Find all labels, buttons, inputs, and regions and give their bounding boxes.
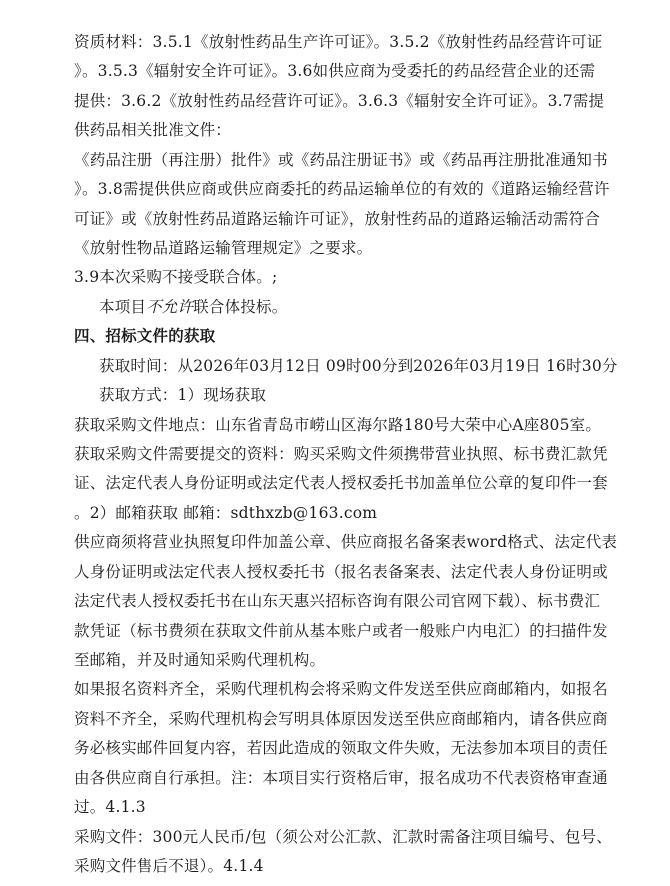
text-line: 采购文件：300元人民币/包（须公对公汇款、汇款时需备注项目编号、包号、 bbox=[74, 827, 613, 846]
text-line: 资质材料：3.5.1《放射性药品生产许可证》。3.5.2《放射性药品经营许可证 bbox=[74, 33, 603, 51]
joint-bid-line bbox=[99, 297, 287, 317]
text-line: 资料不齐全，采购代理机构会写明具体原因发送至供应商邮箱内，请各供应商 bbox=[74, 709, 608, 728]
text-line: 由各供应商自行承担。注：本项目实行资格后审，报名成功不代表资格审查通 bbox=[74, 768, 608, 787]
text-line: 提供：3.6.2《放射性药品经营许可证》。3.6.3《辐射安全许可证》。3.7需提 bbox=[74, 91, 605, 110]
text-line: 供应商须将营业执照复印件加盖公章、供应商报名备案表word格式、法定代表 bbox=[74, 533, 618, 552]
text-line: 务必核实邮件回复内容，若因此造成的领取文件失败，无法参加本项目的责任 bbox=[74, 739, 608, 758]
joint-bid-emphasis: 不允许 bbox=[146, 297, 194, 316]
joint-bid-suffix: 联合体投标。 bbox=[193, 297, 288, 316]
acquire-time: 获取时间：从2026年03月12日 09时00分到2026年03月19日 16时30分 bbox=[99, 356, 618, 375]
text-line: 证、法定代表人身份证明或法定代表人授权委托书加盖单位公章的复印件一套 bbox=[74, 474, 608, 493]
text-line: 人身份证明或法定代表人授权委托书（报名表备案表、法定代表人身份证明或 bbox=[74, 562, 608, 581]
text-line: 获取采购文件地点：山东省青岛市崂山区海尔路180号大荣中心A座805室。 bbox=[74, 415, 602, 434]
text-line: 款凭证（标书费须在获取文件前从基本账户或者一般账户内电汇）的扫描件发 bbox=[74, 621, 608, 640]
text-line: 《药品注册（再注册）批件》或《药品注册证书》或《药品再注册批准通知书 bbox=[74, 150, 608, 169]
text-line: 可证》或《放射性药品道路运输许可证》，放射性药品的道路运输活动需符合 bbox=[74, 209, 601, 228]
text-line: 。2）邮箱获取 邮箱：sdthxzb@163.com bbox=[74, 503, 378, 522]
text-line: 供药品相关批准文件： bbox=[74, 121, 232, 140]
text-line: 采购文件售后不退）。4.1.4 bbox=[74, 857, 264, 875]
section-heading: 四、招标文件的获取 bbox=[74, 327, 216, 346]
text-line: 过。4.1.3 bbox=[74, 798, 146, 817]
text-line: 获取采购文件需要提交的资料：购买采购文件须携带营业执照、标书费汇款凭 bbox=[74, 445, 608, 463]
text-line: 》。3.8需提供供应商或供应商委托的药品运输单位的有效的《道路运输经营许 bbox=[74, 180, 610, 199]
text-line: 法定代表人授权委托书在山东天惠兴招标咨询有限公司官网下载）、标书费汇 bbox=[74, 592, 601, 611]
acquire-method: 获取方式：1）现场获取 bbox=[99, 386, 267, 405]
text-line: 至邮箱，并及时通知采购代理机构。 bbox=[74, 651, 326, 669]
joint-bid-prefix: 本项目 bbox=[99, 297, 147, 316]
text-line: 《放射性物品道路运输管理规定》之要求。 bbox=[74, 239, 373, 257]
text-line: 如果报名资料齐全，采购代理机构会将采购文件发送至供应商邮箱内，如报名 bbox=[74, 680, 608, 699]
text-line: 3.9本次采购不接受联合体。; bbox=[74, 268, 278, 287]
text-line: 》。3.5.3《辐射安全许可证》。3.6如供应商为受委托的药品经营企业的还需 bbox=[74, 62, 596, 81]
